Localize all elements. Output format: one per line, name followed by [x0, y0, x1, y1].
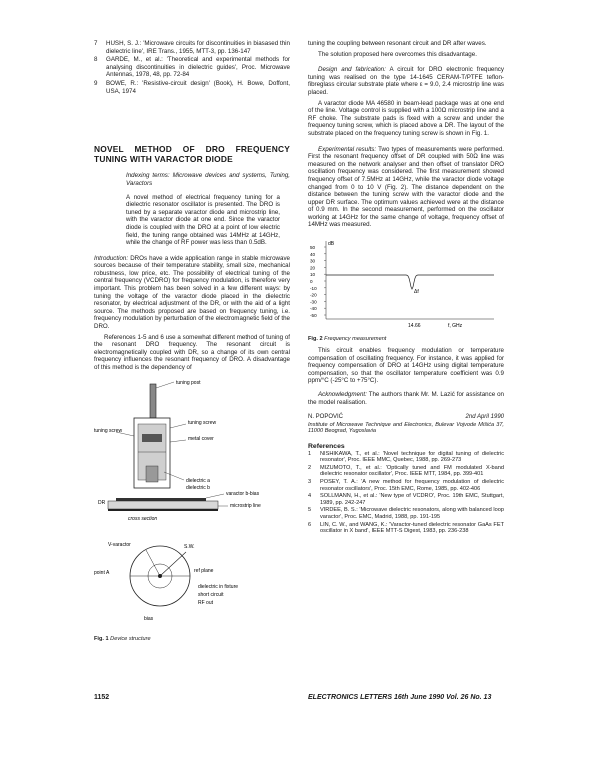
- chart-annotation: Δf: [414, 289, 419, 296]
- ref-text: NISHIKAWA, T., et al.: 'Novel technique for digital tuning of dielectric resonator', Proc. IEEE MMC, Quebec, 1988, pp. 269-273: [320, 450, 504, 464]
- intro-text: DROs have a wide application range in stable microwave sources because of their temperature stability, small size, mechanical robustness, low price, etc. The possibility of electrical tuning of the central frequency (VCDRO) for frequency modulation, is therefore very important. This problem has been solved in a few different ways: by tuning the voltage of the varactor diode placed in the dielectric resonator, by electrical adjustment of the DR, or with the aid of a light source. The methods proposed are based on frequency tuning, i.e. frequency modulation by perturbation of the electromagnetic field of the DRO.: [94, 254, 290, 331]
- label-microstrip: microstrip line: [230, 502, 261, 509]
- acknowledgment-paragraph: [308, 391, 504, 406]
- reference-item: [308, 522, 504, 535]
- ref-number: 2: [308, 464, 312, 471]
- y-tick-label: 0: [310, 279, 313, 285]
- label-dr-cross: DR: [98, 499, 106, 506]
- references-heading: References: [308, 443, 345, 450]
- figure-1-caption: [94, 636, 290, 644]
- y-tick-label: 40: [310, 251, 316, 257]
- y-axis-label: dB: [328, 241, 335, 248]
- label-tuning-screw-left: tuning screw: [94, 427, 123, 434]
- y-tick-label: 10: [310, 272, 316, 278]
- figure-1: [94, 376, 290, 644]
- solution-text: The solution proposed here overcomes this disadvantage.: [318, 50, 477, 58]
- intro-lead: Introduction:: [94, 254, 129, 262]
- reference-item: [308, 479, 504, 492]
- figure-1-caption-number: Fig. 1: [94, 636, 109, 643]
- label-rf-out: RF out: [198, 599, 214, 606]
- label-bias: bias: [144, 615, 154, 622]
- experimental-paragraph: [308, 146, 504, 230]
- label-sw: S.W.: [184, 543, 195, 550]
- intro-paragraph: [94, 255, 290, 331]
- ref-number: 1: [308, 450, 312, 457]
- label-dielectric-b: dielectric b: [186, 484, 210, 491]
- journal-footer: ELECTRONICS LETTERS 16th June 1990 Vol. 26 No. 13: [308, 694, 492, 701]
- design-text: A circuit for DRO electronic frequency tuning was realised on the type 14-1645 CERAM-T/PTFE teflon-fibreglass circular substrate plate where ε = 9.0, 2.4 microstrip line was placed.: [308, 66, 504, 96]
- reference-item: [94, 80, 290, 95]
- experimental-text: Two types of measurements were performed. First the resonant frequency offset of DR coupled with 50Ω line was measured on the network analyser and then offset of translator DRO oscillation frequency was considered. The first measurement showed frequency offset of 7.5MHz at 14GHz, while the varactor diode voltage changed from 0 to 10 V (Fig. 2). The distance dependent on the distance between the tuning screw with the varactor diode and the upper DR surface. The optimum values achieved were at the distance of 0.9 mm. In the second measurement, performed on the oscillator working at 14GHz for the same change of voltage, frequency offset of 14MHz was measured.: [308, 145, 504, 229]
- y-tick-label: -30: [310, 299, 317, 305]
- references-list: [308, 451, 504, 535]
- top-references: [94, 40, 290, 95]
- label-dielectric-fixture: dielectric in fixture: [198, 583, 239, 590]
- ref-number: 4: [308, 493, 312, 500]
- reference-item: [94, 56, 290, 79]
- label-tuning-screw: tuning screw: [188, 419, 217, 426]
- label-metal-cover: metal cover: [188, 435, 214, 442]
- design-paragraph-2: A varactor diode MA 46580 in beam-lead package was at one end of the line. Voltage control is supplied with a 100Ω microstrip line and a RF choke. The substrate pads is fixed with a screw and under the frequency tuning screw, which is placed above a DR. The layout of the substrate placed on the frequency tuning screw is shown in Fig. 1.: [308, 99, 504, 137]
- y-tick-label: 30: [310, 258, 316, 264]
- y-tick-label: 20: [310, 265, 316, 271]
- label-cross-section: cross section: [128, 515, 158, 522]
- design-lead: Design and fabrication:: [318, 66, 386, 74]
- label-short-circuit: short circuit: [198, 591, 224, 598]
- ref-number: 5: [308, 507, 312, 514]
- ref-text: HUSH, S. J.: 'Microwave circuits for discontinuities in biasased thin dielectric line', IRE Trans., 1955, MTT-3, pp. 136-147: [106, 40, 290, 55]
- frequency-chart: [308, 235, 504, 333]
- figure-2: [308, 235, 504, 343]
- figure-2-caption: [308, 336, 504, 344]
- reference-item: [308, 451, 504, 464]
- ref-number: 8: [94, 56, 98, 64]
- label-point-a: point A: [94, 569, 110, 576]
- label-dielectric-a: dielectric a: [186, 477, 210, 484]
- ref-text: SOLLMANN, H., et al.: 'New type of VCDRO', Proc. 19th EMC, Stuttgart, 1989, pp. 242-247: [320, 493, 504, 506]
- received-date: 2nd April 1990: [465, 414, 504, 421]
- design-paragraph: [308, 66, 504, 96]
- label-varactor: V-varactor: [108, 541, 131, 548]
- acknowledgment-lead: Acknowledgment:: [318, 391, 367, 399]
- y-tick-label: -50: [310, 313, 317, 319]
- ref-text: BOWE, R.: 'Resistive-circuit design' (Book), H. Bowe, Doffont, USA, 1974: [106, 79, 290, 95]
- reference-item: [94, 40, 290, 55]
- x-tick-label: 14.66: [408, 323, 421, 330]
- right-column: [308, 40, 504, 536]
- device-structure-diagram: [94, 376, 290, 634]
- figure-2-caption-number: Fig. 2: [308, 335, 323, 342]
- page-number: 1152: [94, 694, 110, 701]
- y-tick-label: -10: [310, 285, 317, 291]
- ref-text: GARDE, M., et al.: 'Theoretical and experimental methods for analysing discontinuities in dielectric guides', Proc. Microwave Antennas, 1978, 48, pp. 72-84: [106, 56, 290, 79]
- reference-item: [308, 493, 504, 506]
- y-tick-label: 50: [310, 245, 316, 251]
- y-tick-label: -20: [310, 292, 317, 298]
- x-axis-label: f, GHz: [448, 323, 463, 330]
- figure-2-caption-text: Frequency measurement: [324, 335, 387, 342]
- acknowledgment-text: The authors thank Mr. M. Lazić for assistance on the model realisation.: [308, 391, 504, 406]
- ref-number: 9: [94, 79, 98, 87]
- ref-number: 3: [308, 478, 312, 485]
- response-curve: [326, 275, 494, 289]
- figure-1-caption-text: Device structure: [110, 636, 151, 643]
- reference-item: [308, 465, 504, 478]
- continued-text: tuning the coupling between resonant circuit and DR after waves.: [308, 40, 487, 47]
- label-tuning-post: tuning post: [176, 379, 201, 386]
- author-name: N. POPOVIĆ: [308, 414, 344, 421]
- label-varactor-bias: varactor b-bias: [226, 490, 260, 497]
- ref-text: POSEY, T. A.: 'A new method for frequency modulation of dielectric resonator oscillators', Proc. 15th EMC, Rome, 1985, pp. 402-406: [320, 478, 504, 492]
- author-line: [308, 414, 504, 422]
- body-paragraph: References 1-5 and 6 use a somewhat different method of tuning of the resonant DRO frequency. The resonant circuit is electromagnetically coupled with DR, so a change of its own central frequency influences the resonant frequency of DRO. A disadvantage of this method is the dependency of: [94, 333, 290, 371]
- left-column: [94, 40, 290, 644]
- ref-text: MIZUMOTO, T., et al.: 'Optically tuned and FM modulated X-band dielectric resonator oscillator', Proc. IEEE MTT, 1984, pp. 399-401: [320, 464, 504, 478]
- indexing-terms: Indexing terms: Microwave devices and systems, Tuning, Varactors: [126, 172, 290, 187]
- ref-number: 7: [94, 40, 98, 47]
- experimental-lead: Experimental results:: [318, 145, 377, 153]
- abstract: A novel method of electrical frequency tuning for a dielectric resonator oscillator is presented. The DRO is tuned by a separate varactor diode and microstrip line, with the varactor diode at one end. Since the varactor diode is coupled with the DRO at a point of low electric field, the tuning range obtained was 14MHz at 14GHz, while the change of RF power was less than 0.5dB.: [126, 193, 280, 247]
- ref-number: 6: [308, 521, 312, 528]
- ref-text: LIN, C. W., and WANG, K.: 'Varactor-tuned dielectric resonator GaAs FET oscillator in X band', IEEE MTT-S Digest, 1983, pp. 236-238: [320, 521, 504, 535]
- label-ref-plane: ref plane: [194, 567, 214, 574]
- ref-text: VIRDEE, B. S.: 'Microwave dielectric resonators, along with balanced loop varactor', Proc. EMC, Madrid, 1988, pp. 191-195: [320, 507, 504, 520]
- article-title: NOVEL METHOD OF DRO FREQUENCY TUNING WITH VARACTOR DIODE: [94, 144, 290, 164]
- tuning-post-shape: [150, 384, 156, 418]
- reference-item: [308, 507, 504, 520]
- author-affiliation: Institute of Microwave Technique and Electronics, Bulevar Vojvode Mišića 37, 11000 Beograd, Yugoslavia: [308, 421, 504, 435]
- conclusion-paragraph: This circuit enables frequency modulation or temperature compensation of oscillating frequency. For instance, it was applied for frequency compensation of DRO at 14GHz using digital temperature compensation, so that the oscillator temperature coefficient was 0.9 ppm/°C (-25°C to +75°C).: [308, 347, 504, 385]
- y-tick-label: -40: [310, 306, 317, 312]
